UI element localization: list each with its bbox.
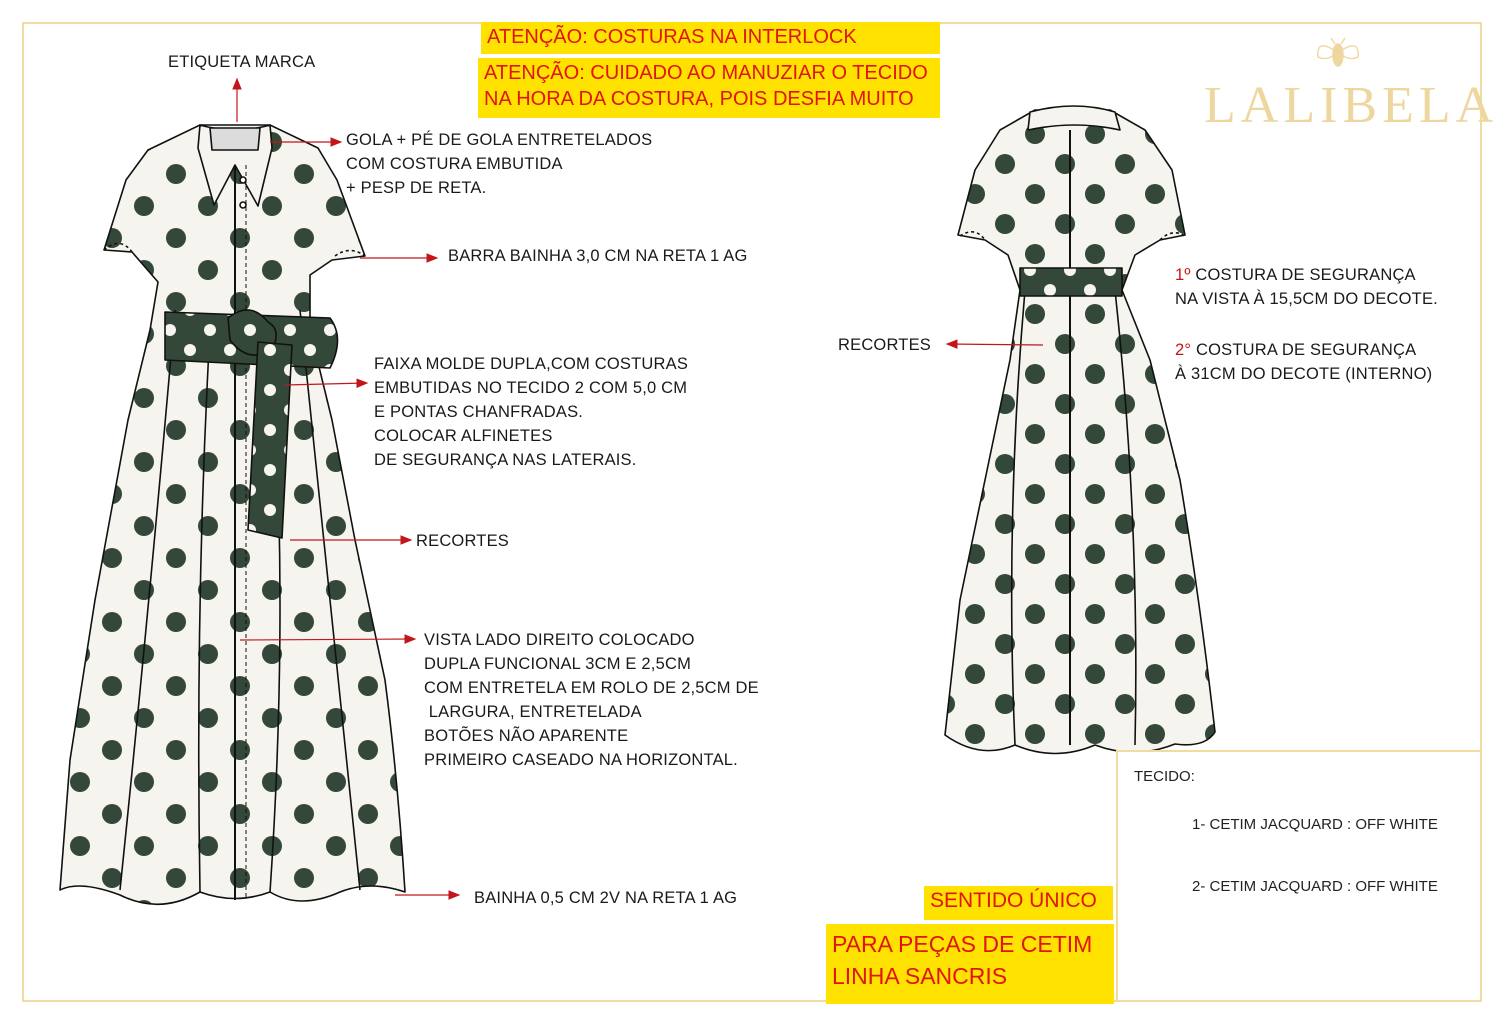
collar-note-line-2: COM COSTURA EMBUTIDA xyxy=(346,155,563,173)
placket-note-line-3: COM ENTRETELA EM ROLO DE 2,5CM DE xyxy=(424,679,759,697)
placket-note-line-1: VISTA LADO DIREITO COLOCADO xyxy=(424,631,695,649)
fabric-legend-title: TECIDO: xyxy=(1134,768,1195,785)
hem-note: BAINHA 0,5 CM 2V NA RETA 1 AG xyxy=(474,889,738,907)
bee-icon xyxy=(1318,38,1358,66)
front-dress-body xyxy=(60,125,405,904)
belt-note xyxy=(374,352,688,472)
back-panels-note: RECORTES xyxy=(838,336,931,354)
thread-notice xyxy=(826,924,1114,1004)
back-dress-body xyxy=(945,110,1215,754)
belt-note-line-2: EMBUTIDAS NO TECIDO 2 COM 5,0 CM xyxy=(374,379,688,397)
safety-seam-1-number: 1º xyxy=(1175,266,1191,284)
back-dress-drawing xyxy=(945,106,1215,754)
safety-seam-1-line-1 xyxy=(1175,263,1438,287)
fabric-legend-item-1: 1- CETIM JACQUARD : OFF WHITE xyxy=(1192,816,1438,833)
brand-logo-text: LALIBELA xyxy=(1204,77,1499,134)
warning-fabric-line-2: NA HORA DA COSTURA, POIS DESFIA MUITO xyxy=(484,88,914,110)
safety-seam-2-line-2: À 31CM DO DECOTE (INTERNO) xyxy=(1175,365,1433,383)
belt-note-line-1: FAIXA MOLDE DUPLA,COM COSTURAS xyxy=(374,355,689,373)
direction-notice: SENTIDO ÚNICO xyxy=(924,886,1113,920)
safety-seam-1-note xyxy=(1175,263,1438,311)
label-note: ETIQUETA MARCA xyxy=(168,53,316,71)
placket-note-line-5: BOTÕES NÃO APARENTE xyxy=(424,727,629,745)
thread-notice-line-2: LINHA SANCRIS xyxy=(832,963,1008,989)
sleeve-hem-note: BARRA BAINHA 3,0 CM NA RETA 1 AG xyxy=(448,247,748,265)
belt-note-line-5: DE SEGURANÇA NAS LATERAIS. xyxy=(374,451,637,469)
front-dress-drawing xyxy=(60,125,405,904)
placket-note-line-4: LARGURA, ENTRETELADA xyxy=(424,703,642,721)
safety-seam-2-line-1 xyxy=(1175,338,1432,362)
back-belt xyxy=(1020,268,1122,296)
collar-note xyxy=(346,128,652,200)
safety-seam-1-title: COSTURA DE SEGURANÇA xyxy=(1190,266,1416,284)
warning-fabric-line-1: ATENÇÃO: CUIDADO AO MANUZIAR O TECIDO xyxy=(484,62,928,84)
belt-note-line-4: COLOCAR ALFINETES xyxy=(374,427,553,445)
safety-seam-1-line-2: NA VISTA À 15,5CM DO DECOTE. xyxy=(1175,290,1438,308)
safety-seam-2-number: 2° xyxy=(1175,341,1192,359)
placket-note xyxy=(424,628,759,772)
fabric-legend xyxy=(1116,750,1482,1002)
warning-fabric-handling xyxy=(478,58,940,118)
warning-interlock: ATENÇÃO: COSTURAS NA INTERLOCK xyxy=(481,22,940,54)
safety-seam-2-note xyxy=(1175,338,1432,386)
placket-note-line-2: DUPLA FUNCIONAL 3CM E 2,5CM xyxy=(424,655,692,673)
belt-note-line-3: E PONTAS CHANFRADAS. xyxy=(374,403,584,421)
thread-notice-line-1: PARA PEÇAS DE CETIM xyxy=(832,931,1093,957)
fabric-legend-item-2: 2- CETIM JACQUARD : OFF WHITE xyxy=(1192,878,1438,895)
collar-note-line-1: GOLA + PÉ DE GOLA ENTRETELADOS xyxy=(346,131,653,149)
collar-note-line-3: + PESP DE RETA. xyxy=(346,179,487,197)
front-panels-note: RECORTES xyxy=(416,532,509,550)
safety-seam-2-title: COSTURA DE SEGURANÇA xyxy=(1191,341,1417,359)
placket-note-line-6: PRIMEIRO CASEADO NA HORIZONTAL. xyxy=(424,751,738,769)
